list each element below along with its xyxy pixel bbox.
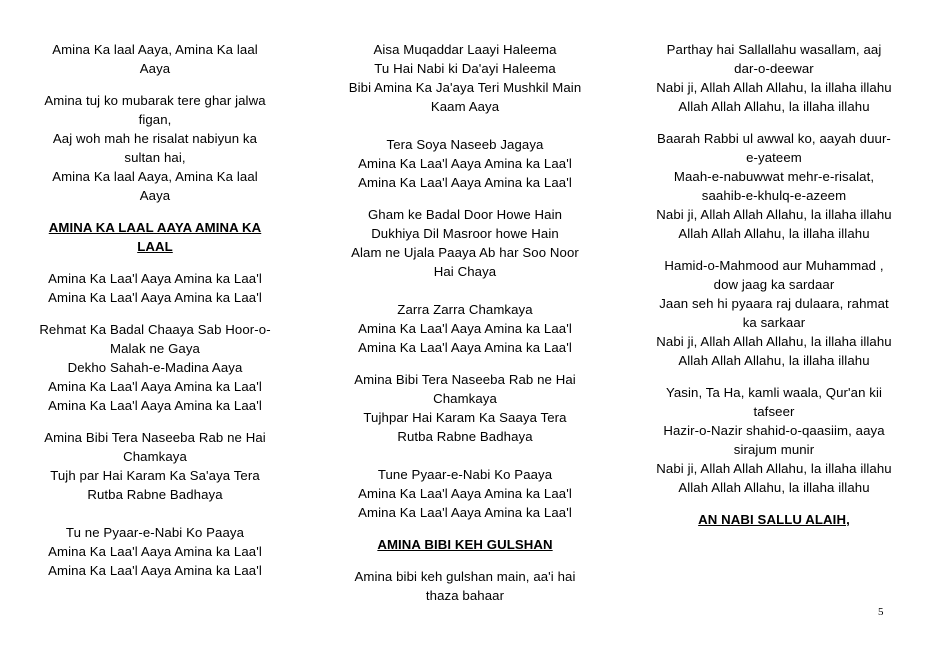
verse-block <box>36 523 274 580</box>
verse-block <box>345 465 585 522</box>
heading-text: AMINA KA LAAL AAYA AMINA KA LAAL <box>48 220 262 254</box>
verse-line: Amina Ka Laa'l Aaya Amina ka Laa'l <box>48 290 262 305</box>
verse-block <box>36 91 274 205</box>
verse-line: Nabi ji, Allah Allah Allahu, la illaha illahu <box>656 80 892 95</box>
verse-line: Yasin, Ta Ha, kamli waala, Qur'an kii tafseer <box>665 385 883 419</box>
verse-line: Tu ne Pyaar-e-Nabi Ko Paaya <box>65 525 245 540</box>
verse-line: Hamid-o-Mahmood aur Muhammad , dow jaag ka sardaar <box>664 258 884 292</box>
verse-line: Amina Ka laal Aaya, Amina Ka laal Aaya <box>52 42 258 76</box>
verse-line: Jaan seh hi pyaara raj dulaara, rahmat ka sarkaar <box>659 296 889 330</box>
verse-line: Maah-e-nabuwwat mehr-e-risalat, saahib-e-khulq-e-azeem <box>673 169 875 203</box>
verse-line: Amina bibi keh gulshan main, aa'i hai thaza bahaar <box>354 569 576 603</box>
verse-line: Nabi ji, Allah Allah Allahu, la illaha illahu <box>656 461 892 476</box>
verse-line: Tu Hai Nabi ki Da'ayi Haleema <box>374 61 556 76</box>
verse-block <box>345 40 585 116</box>
verse-line: Amina tuj ko mubarak tere ghar jalwa figan, <box>44 93 266 127</box>
verse-block <box>654 383 894 497</box>
verse-line: Amina Ka Laa'l Aaya Amina ka Laa'l <box>48 271 262 286</box>
verse-line: Zarra Zarra Chamkaya <box>397 302 533 317</box>
verse-block <box>654 40 894 116</box>
section-heading <box>36 218 274 256</box>
verse-line: Allah Allah Allahu, la illaha illahu <box>678 480 870 495</box>
verse-line: Allah Allah Allahu, la illaha illahu <box>678 99 870 114</box>
verse-line: Amina Bibi Tera Naseeba Rab ne Hai Chamkaya <box>354 372 576 406</box>
heading-text: AMINA BIBI KEH GULSHAN <box>377 537 553 552</box>
verse-line: Amina Bibi Tera Naseeba Rab ne Hai Chamkaya <box>44 430 266 464</box>
column-3 <box>654 40 894 542</box>
verse-line: Rehmat Ka Badal Chaaya Sab Hoor-o-Malak ne Gaya <box>39 322 271 356</box>
verse-line: Parthay hai Sallallahu wasallam, aaj dar-o-deewar <box>666 42 882 76</box>
verse-line: Nabi ji, Allah Allah Allahu, la illaha illahu <box>656 207 892 222</box>
verse-line: Dukhiya Dil Masroor howe Hain <box>371 226 559 241</box>
verse-block <box>654 256 894 370</box>
verse-line: Amina Ka Laa'l Aaya Amina ka Laa'l <box>358 486 572 501</box>
verse-line: Alam ne Ujala Paaya Ab har Soo Noor Hai Chaya <box>351 245 579 279</box>
verse-line: Dekho Sahah-e-Madina Aaya <box>67 360 243 375</box>
verse-block <box>345 370 585 446</box>
section-heading <box>345 535 585 554</box>
column-1 <box>36 40 274 593</box>
verse-line: Amina Ka Laa'l Aaya Amina ka Laa'l <box>358 340 572 355</box>
verse-line: Tera Soya Naseeb Jagaya <box>386 137 544 152</box>
verse-line: Amina Ka Laa'l Aaya Amina ka Laa'l <box>48 563 262 578</box>
verse-line: Nabi ji, Allah Allah Allahu, la illaha illahu <box>656 334 892 349</box>
verse-line: Allah Allah Allahu, la illaha illahu <box>678 226 870 241</box>
verse-line: Baarah Rabbi ul awwal ko, aayah duur-e-yateem <box>657 131 891 165</box>
verse-block <box>345 205 585 281</box>
verse-line: Amina Ka Laa'l Aaya Amina ka Laa'l <box>358 321 572 336</box>
verse-line: Amina Ka Laa'l Aaya Amina ka Laa'l <box>48 379 262 394</box>
verse-line: Allah Allah Allahu, la illaha illahu <box>678 353 870 368</box>
verse-block <box>345 567 585 605</box>
verse-line: Amina Ka Laa'l Aaya Amina ka Laa'l <box>358 175 572 190</box>
verse-line: Amina Ka laal Aaya, Amina Ka laal Aaya <box>52 169 258 203</box>
verse-line: Aisa Muqaddar Laayi Haleema <box>373 42 557 57</box>
verse-block <box>345 300 585 357</box>
verse-block <box>654 129 894 243</box>
verse-line: Tujhpar Hai Karam Ka Saaya Tera Rutba Rabne Badhaya <box>363 410 567 444</box>
verse-line: Amina Ka Laa'l Aaya Amina ka Laa'l <box>48 398 262 413</box>
verse-line: Bibi Amina Ka Ja'aya Teri Mushkil Main Kaam Aaya <box>348 80 582 114</box>
heading-text: AN NABI SALLU ALAIH, <box>698 512 850 527</box>
verse-block <box>36 269 274 307</box>
page-number: 5 <box>878 606 884 618</box>
verse-line: Tune Pyaar-e-Nabi Ko Paaya <box>377 467 553 482</box>
verse-line: Tujh par Hai Karam Ka Sa'aya Tera Rutba Rabne Badhaya <box>50 468 260 502</box>
verse-block <box>36 428 274 504</box>
verse-line: Gham ke Badal Door Howe Hain <box>367 207 563 222</box>
verse-block <box>345 135 585 192</box>
verse-line: Amina Ka Laa'l Aaya Amina ka Laa'l <box>48 544 262 559</box>
verse-line: Amina Ka Laa'l Aaya Amina ka Laa'l <box>358 505 572 520</box>
column-2 <box>345 40 585 618</box>
verse-line: Aaj woh mah he risalat nabiyun ka sultan hai, <box>52 131 258 165</box>
verse-line: Hazir-o-Nazir shahid-o-qaasiim, aaya sirajum munir <box>663 423 885 457</box>
verse-line: Amina Ka Laa'l Aaya Amina ka Laa'l <box>358 156 572 171</box>
section-heading <box>654 510 894 529</box>
verse-block <box>36 320 274 415</box>
verse-block <box>36 40 274 78</box>
